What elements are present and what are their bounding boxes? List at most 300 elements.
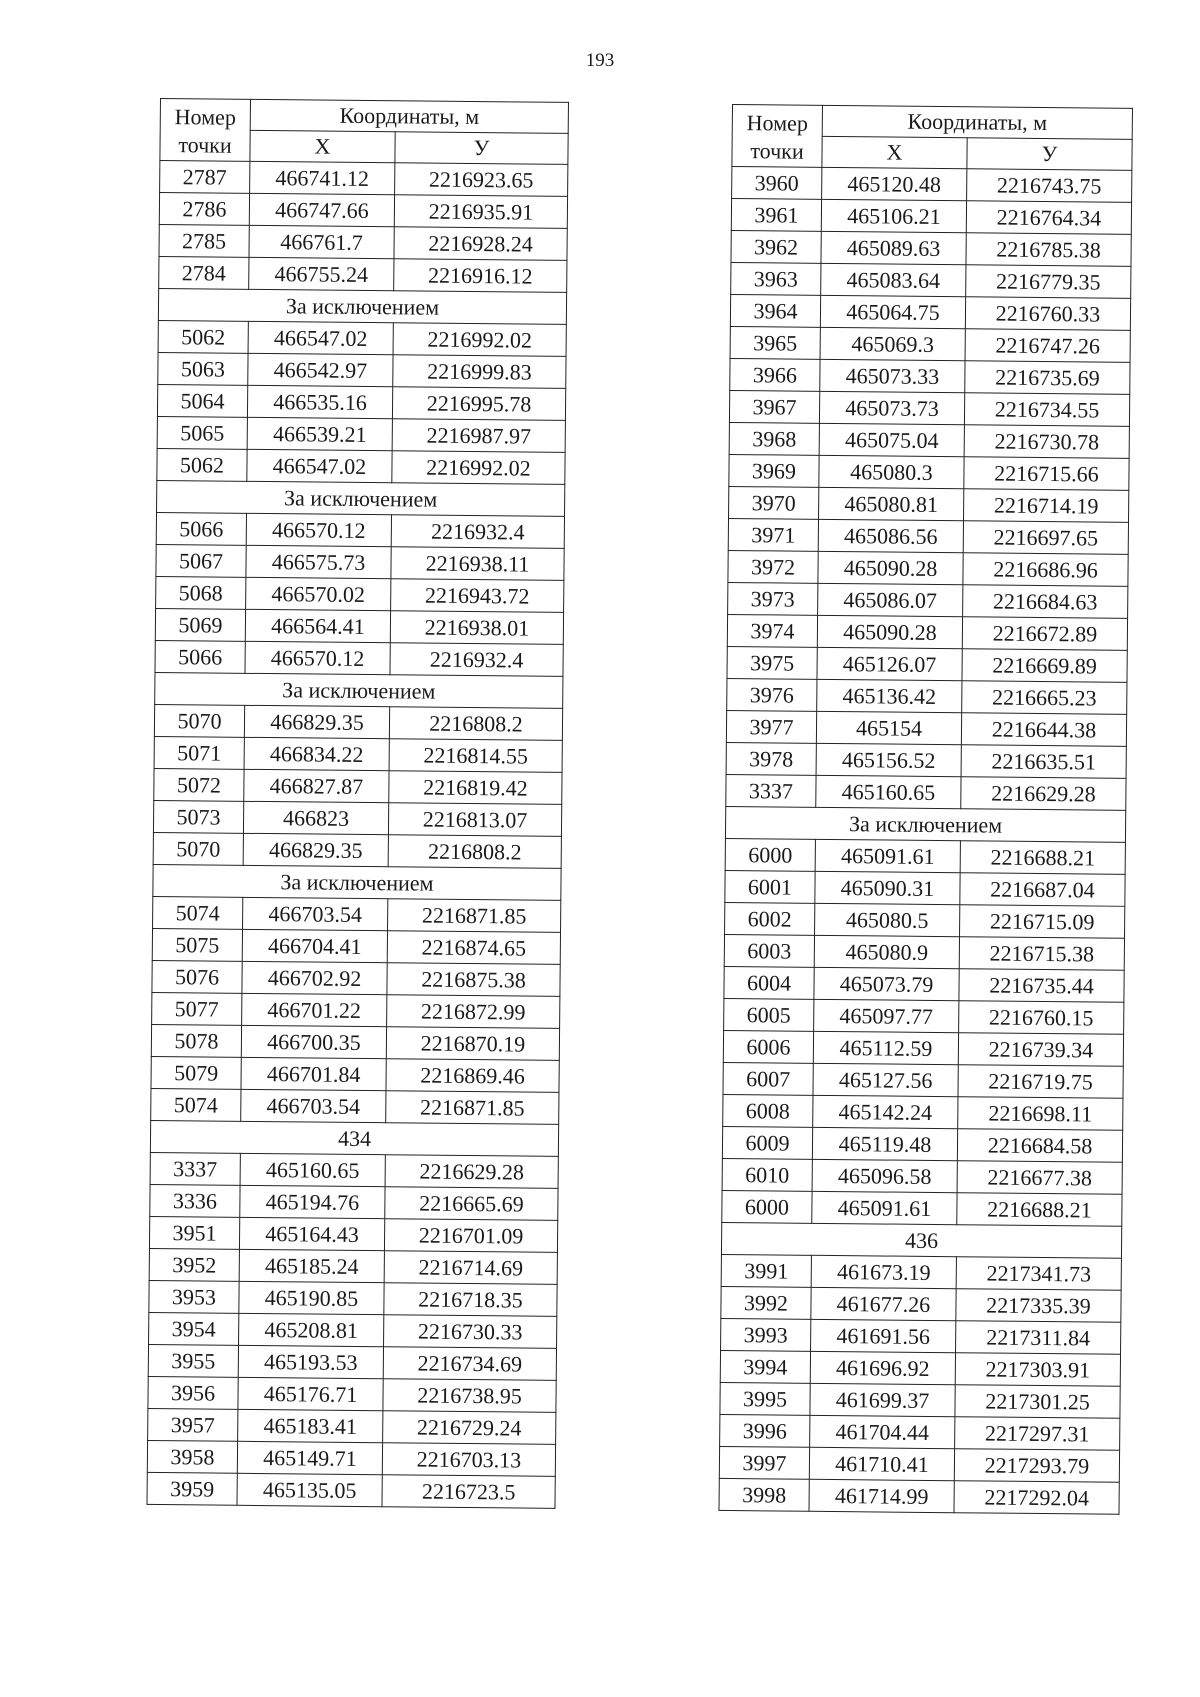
point-number-cell: 3954 [149, 1312, 239, 1345]
point-number-cell: 6000 [722, 1190, 812, 1223]
x-coordinate-cell: 466829.35 [243, 833, 388, 866]
table-row [148, 1344, 556, 1380]
table-row [724, 998, 1124, 1034]
table-row [719, 1446, 1119, 1482]
y-coordinate-cell: 2216871.85 [386, 1091, 559, 1125]
y-coordinate-cell: 2216688.21 [960, 841, 1125, 875]
y-coordinate-cell: 2216665.69 [385, 1187, 558, 1221]
x-coordinate-cell: 465069.3 [820, 327, 965, 360]
y-coordinate-cell: 2216734.69 [383, 1347, 556, 1381]
x-coordinate-cell: 466542.97 [248, 353, 393, 386]
x-column-header: Х [822, 136, 967, 168]
table-row [731, 262, 1131, 298]
x-coordinate-cell: 465164.43 [239, 1217, 384, 1250]
table-row [153, 800, 561, 836]
x-coordinate-cell: 465086.07 [818, 583, 963, 616]
y-coordinate-cell: 2216747.26 [965, 329, 1130, 363]
x-coordinate-cell: 465149.71 [237, 1441, 382, 1474]
point-number-cell: 6006 [723, 1030, 813, 1063]
table-row [730, 358, 1130, 394]
x-coordinate-cell: 466535.16 [247, 385, 392, 418]
table-row [728, 518, 1128, 554]
point-number-cell: 3951 [149, 1216, 239, 1249]
y-coordinate-cell: 2216739.34 [958, 1033, 1123, 1067]
y-coordinate-cell: 2216665.23 [962, 681, 1127, 715]
x-column-header: Х [250, 130, 395, 162]
y-coordinate-cell: 2216688.21 [957, 1193, 1122, 1227]
x-coordinate-cell: 466823 [243, 801, 388, 834]
point-number-cell: 5074 [151, 1088, 241, 1121]
table-header [732, 105, 1133, 171]
y-coordinate-cell: 2216635.51 [961, 745, 1126, 779]
x-coordinate-cell: 465190.85 [239, 1281, 384, 1314]
y-coordinate-cell: 2216697.65 [963, 521, 1128, 555]
point-number-cell: 3973 [728, 582, 818, 615]
table-row [155, 608, 563, 644]
y-coordinate-cell: 2216932.4 [390, 643, 563, 677]
section-row [725, 806, 1125, 842]
point-number-cell: 5074 [153, 896, 243, 929]
table-row [732, 167, 1132, 203]
y-coordinate-cell: 2216814.55 [389, 739, 562, 773]
x-coordinate-cell: 461699.37 [810, 1383, 955, 1416]
table-row [720, 1350, 1120, 1386]
y-coordinate-cell: 2216715.38 [959, 937, 1124, 971]
x-coordinate-cell: 465089.63 [821, 231, 966, 264]
x-coordinate-cell: 466701.22 [242, 993, 387, 1026]
y-coordinate-cell: 2216923.65 [395, 163, 568, 197]
x-coordinate-cell: 465073.79 [814, 967, 959, 1000]
point-number-cell: 5072 [154, 768, 244, 801]
point-number-cell: 3998 [719, 1478, 809, 1511]
table-row [731, 230, 1131, 266]
x-coordinate-cell: 465106.21 [821, 199, 966, 232]
section-row [158, 288, 566, 324]
y-coordinate-cell: 2216808.2 [389, 707, 562, 741]
table-row [727, 678, 1127, 714]
coordinates-header: Координаты, м [822, 105, 1132, 139]
table-row [154, 736, 562, 772]
table-row [725, 870, 1125, 906]
point-number-cell: 5066 [155, 640, 245, 673]
y-coordinate-cell: 2217303.91 [955, 1353, 1120, 1387]
point-number-cell: 5079 [151, 1056, 241, 1089]
y-coordinate-cell: 2216743.75 [967, 169, 1132, 203]
y-coordinate-cell: 2216760.15 [959, 1001, 1124, 1035]
point-number-cell: 3959 [147, 1472, 237, 1505]
y-coordinate-cell: 2216629.28 [385, 1155, 558, 1189]
y-coordinate-cell: 2217341.73 [956, 1257, 1121, 1291]
x-coordinate-cell: 465080.3 [819, 455, 964, 488]
table-row [149, 1216, 557, 1252]
y-coordinate-cell: 2216813.07 [388, 803, 561, 837]
point-number-cell: 6008 [723, 1094, 813, 1127]
point-number-cell: 3971 [728, 518, 818, 551]
x-coordinate-cell: 466755.24 [249, 257, 394, 290]
table-body [147, 161, 568, 1509]
section-row [150, 1120, 558, 1156]
point-number-cell: 5077 [152, 992, 242, 1025]
y-coordinate-cell: 2216669.89 [962, 649, 1127, 683]
table-row [726, 742, 1126, 778]
y-column-header: У [395, 132, 568, 165]
x-coordinate-cell: 466827.87 [244, 769, 389, 802]
x-coordinate-cell: 466547.02 [247, 449, 392, 482]
table-body [719, 167, 1132, 1515]
y-coordinate-cell: 2217301.25 [955, 1385, 1120, 1419]
table-row [722, 1190, 1122, 1226]
y-coordinate-cell: 2216785.38 [966, 233, 1131, 267]
table-row [730, 326, 1130, 362]
point-number-cell: 3997 [719, 1446, 809, 1479]
table-row [150, 1184, 558, 1220]
table-row [158, 320, 566, 356]
point-number-cell: 5076 [152, 960, 242, 993]
x-coordinate-cell: 466564.41 [245, 609, 390, 642]
point-number-cell: 5064 [157, 384, 247, 417]
y-coordinate-cell: 2216819.42 [389, 771, 562, 805]
point-number-cell: 5073 [153, 800, 243, 833]
table-row [720, 1414, 1120, 1450]
table-row [153, 832, 561, 868]
table-row [156, 544, 564, 580]
x-coordinate-cell: 466702.92 [242, 961, 387, 994]
point-number-cell: 3969 [729, 454, 819, 487]
point-number-cell: 5067 [156, 544, 246, 577]
point-number-cell: 6009 [722, 1126, 812, 1159]
point-number-cell: 5062 [158, 320, 248, 353]
point-number-cell: 3972 [728, 550, 818, 583]
y-coordinate-cell: 2216677.38 [957, 1161, 1122, 1195]
point-number-cell: 2784 [159, 256, 249, 289]
table-row [152, 960, 560, 996]
x-coordinate-cell: 465073.73 [819, 391, 964, 424]
x-coordinate-cell: 466741.12 [250, 161, 395, 194]
x-coordinate-cell: 461696.92 [810, 1351, 955, 1384]
y-coordinate-cell: 2217335.39 [956, 1289, 1121, 1323]
table-row [151, 1088, 559, 1124]
point-number-cell: 5071 [154, 736, 244, 769]
table-row [153, 896, 561, 932]
point-number-cell: 5078 [151, 1024, 241, 1057]
x-coordinate-cell: 465154 [816, 711, 961, 744]
point-number-cell: 6003 [724, 934, 814, 967]
page-number: 193 [585, 50, 615, 71]
point-number-cell: 3957 [148, 1408, 238, 1441]
y-coordinate-cell: 2216698.11 [958, 1097, 1123, 1131]
table-row [719, 1478, 1119, 1514]
table-row [723, 1094, 1123, 1130]
y-coordinate-cell: 2216992.02 [392, 451, 565, 485]
point-number-cell: 3995 [720, 1382, 810, 1415]
x-coordinate-cell: 465183.41 [238, 1409, 383, 1442]
x-coordinate-cell: 466747.66 [249, 193, 394, 226]
point-number-cell: 6002 [725, 902, 815, 935]
y-coordinate-cell: 2216932.4 [391, 515, 564, 549]
table-row [159, 224, 567, 260]
x-coordinate-cell: 461677.26 [811, 1287, 956, 1320]
y-coordinate-cell: 2216943.72 [391, 579, 564, 613]
x-coordinate-cell: 465156.52 [816, 743, 961, 776]
y-coordinate-cell: 2216995.78 [392, 387, 565, 421]
section-label: За исключением [157, 480, 565, 516]
point-number-cell: 3965 [730, 326, 820, 359]
table-row [156, 512, 564, 548]
point-number-cell: 3992 [721, 1286, 811, 1319]
x-coordinate-cell: 465080.81 [819, 487, 964, 520]
table-row [151, 1024, 559, 1060]
y-coordinate-cell: 2216715.09 [960, 905, 1125, 939]
point-number-cell: 3968 [729, 422, 819, 455]
x-coordinate-cell: 465097.77 [814, 999, 959, 1032]
point-number-cell: 3976 [727, 678, 817, 711]
x-coordinate-cell: 465091.61 [815, 839, 960, 872]
point-number-cell: 6004 [724, 966, 814, 999]
table-row [154, 704, 562, 740]
table-row [160, 161, 568, 197]
table-row [154, 768, 562, 804]
point-number-cell: 6007 [723, 1062, 813, 1095]
x-coordinate-cell: 465185.24 [239, 1249, 384, 1282]
y-coordinate-cell: 2217311.84 [956, 1321, 1121, 1355]
table-row [156, 576, 564, 612]
x-coordinate-cell: 465112.59 [813, 1031, 958, 1064]
point-number-cell: 5075 [152, 928, 242, 961]
table-row [728, 582, 1128, 618]
section-row [155, 672, 563, 708]
point-number-cell: 5070 [154, 704, 244, 737]
table-row [725, 838, 1125, 874]
table-row [150, 1152, 558, 1188]
x-coordinate-cell: 465086.56 [818, 519, 963, 552]
table-row [149, 1312, 557, 1348]
table-row [155, 640, 563, 676]
table-row [149, 1280, 557, 1316]
y-coordinate-cell: 2216718.35 [384, 1283, 557, 1317]
table-row [731, 199, 1131, 235]
y-coordinate-cell: 2216875.38 [387, 963, 560, 997]
table-row [722, 1126, 1122, 1162]
table-row [729, 422, 1129, 458]
point-number-cell: 3996 [720, 1414, 810, 1447]
point-number-label-line2: точки [750, 137, 804, 164]
point-number-cell: 5068 [156, 576, 246, 609]
point-number-cell: 3960 [732, 167, 822, 200]
table-row [727, 646, 1127, 682]
table-row [720, 1382, 1120, 1418]
point-number-cell: 3337 [726, 774, 816, 807]
x-coordinate-cell: 465193.53 [238, 1345, 383, 1378]
point-number-cell: 3336 [150, 1184, 240, 1217]
y-coordinate-cell: 2216687.04 [960, 873, 1125, 907]
point-number-cell: 5063 [158, 352, 248, 385]
point-number-label-line2: точки [178, 131, 232, 158]
x-coordinate-cell: 465064.75 [820, 295, 965, 328]
point-number-cell: 3952 [149, 1248, 239, 1281]
table-row [725, 902, 1125, 938]
table-row [157, 384, 565, 420]
table-row [158, 352, 566, 388]
x-coordinate-cell: 465135.05 [237, 1473, 382, 1506]
table-row [721, 1254, 1121, 1290]
table-row [147, 1440, 555, 1476]
y-coordinate-cell: 2216703.13 [382, 1443, 555, 1477]
y-coordinate-cell: 2216938.01 [390, 611, 563, 645]
coordinates-table-right [718, 104, 1133, 1515]
point-number-cell: 3977 [726, 710, 816, 743]
section-label: 434 [150, 1120, 558, 1156]
y-coordinate-cell: 2216735.69 [965, 361, 1130, 395]
table-row [157, 448, 565, 484]
table-row [152, 928, 560, 964]
x-coordinate-cell: 465120.48 [822, 167, 967, 200]
coordinates-header: Координаты, м [250, 99, 568, 133]
x-coordinate-cell: 466570.02 [246, 577, 391, 610]
y-coordinate-cell: 2216735.44 [959, 969, 1124, 1003]
x-coordinate-cell: 465080.9 [814, 935, 959, 968]
table-row [159, 193, 567, 229]
coordinates-table-left [146, 98, 569, 1509]
table-row [152, 992, 560, 1028]
y-coordinate-cell: 2216629.28 [961, 777, 1126, 811]
table-row [724, 966, 1124, 1002]
y-coordinate-cell: 2216938.11 [391, 547, 564, 581]
point-number-cell: 3974 [727, 614, 817, 647]
point-number-cell: 3978 [726, 742, 816, 775]
y-coordinate-cell: 2217297.31 [955, 1417, 1120, 1451]
x-coordinate-cell: 465119.48 [812, 1127, 957, 1160]
table-row [727, 614, 1127, 650]
x-coordinate-cell: 465160.65 [816, 775, 961, 808]
x-coordinate-cell: 461691.56 [811, 1319, 956, 1352]
point-number-cell: 6000 [725, 838, 815, 871]
x-coordinate-cell: 466703.54 [241, 1089, 386, 1122]
table-row [721, 1318, 1121, 1354]
y-coordinate-cell: 2216723.5 [382, 1475, 555, 1509]
y-coordinate-cell: 2216871.85 [388, 899, 561, 933]
y-coordinate-cell: 2216872.99 [387, 995, 560, 1029]
section-row [157, 480, 565, 516]
table-row [721, 1286, 1121, 1322]
x-coordinate-cell: 465090.28 [818, 551, 963, 584]
y-coordinate-cell: 2216992.02 [393, 323, 566, 357]
x-coordinate-cell: 465136.42 [817, 679, 962, 712]
y-coordinate-cell: 2216729.24 [383, 1411, 556, 1445]
y-coordinate-cell: 2216734.55 [964, 393, 1129, 427]
point-number-cell: 2787 [160, 161, 250, 194]
table-row [723, 1062, 1123, 1098]
y-coordinate-cell: 2216701.09 [384, 1219, 557, 1253]
point-number-cell: 3970 [729, 486, 819, 519]
point-number-cell: 3991 [721, 1254, 811, 1287]
x-coordinate-cell: 465127.56 [813, 1063, 958, 1096]
x-coordinate-cell: 461704.44 [810, 1415, 955, 1448]
y-coordinate-cell: 2216935.91 [394, 195, 567, 229]
table-row [730, 294, 1130, 330]
point-number-cell: 5070 [153, 832, 243, 865]
point-number-header [160, 99, 251, 162]
point-number-cell: 5069 [155, 608, 245, 641]
y-coordinate-cell: 2216779.35 [966, 265, 1131, 299]
section-label: За исключением [155, 672, 563, 708]
table-row [148, 1376, 556, 1412]
point-number-cell: 3975 [727, 646, 817, 679]
y-coordinate-cell: 2216644.38 [961, 713, 1126, 747]
y-coordinate-cell: 2216874.65 [387, 931, 560, 965]
y-coordinate-cell: 2216730.78 [964, 425, 1129, 459]
y-coordinate-cell: 2216999.83 [393, 355, 566, 389]
y-coordinate-cell: 2216869.46 [386, 1059, 559, 1093]
y-coordinate-cell: 2216916.12 [394, 259, 567, 293]
y-coordinate-cell: 2216738.95 [383, 1379, 556, 1413]
x-coordinate-cell: 466829.35 [244, 705, 389, 738]
point-number-cell: 6010 [722, 1158, 812, 1191]
table-row [728, 550, 1128, 586]
y-coordinate-cell: 2216714.69 [384, 1251, 557, 1285]
point-number-cell: 3966 [730, 358, 820, 391]
y-coordinate-cell: 2216870.19 [386, 1027, 559, 1061]
point-number-cell: 5065 [157, 416, 247, 449]
table-row [157, 416, 565, 452]
point-number-cell: 3961 [731, 199, 821, 232]
y-coordinate-cell: 2216719.75 [958, 1065, 1123, 1099]
point-number-cell: 5066 [156, 512, 246, 545]
y-coordinate-cell: 2216714.19 [964, 489, 1129, 523]
x-coordinate-cell: 466761.7 [249, 225, 394, 258]
table-row [726, 774, 1126, 810]
x-coordinate-cell: 465090.31 [815, 871, 960, 904]
y-coordinate-cell: 2216684.63 [963, 585, 1128, 619]
y-coordinate-cell: 2216715.66 [964, 457, 1129, 491]
table-row [729, 486, 1129, 522]
section-row [721, 1222, 1121, 1258]
x-coordinate-cell: 466570.12 [246, 513, 391, 546]
table-row [149, 1248, 557, 1284]
point-number-cell: 6001 [725, 870, 815, 903]
y-coordinate-cell: 2216760.33 [965, 297, 1130, 331]
table-row [726, 710, 1126, 746]
table-row [724, 934, 1124, 970]
point-number-cell: 3964 [730, 294, 820, 327]
point-number-cell: 2786 [159, 193, 249, 226]
point-number-cell: 3955 [148, 1344, 238, 1377]
section-label: 436 [721, 1222, 1121, 1258]
point-number-cell: 3993 [721, 1318, 811, 1351]
point-number-cell: 2785 [159, 224, 249, 257]
point-number-label-line1: Номер [174, 103, 237, 130]
x-coordinate-cell: 465090.28 [817, 615, 962, 648]
y-coordinate-cell: 2216684.58 [957, 1129, 1122, 1163]
x-coordinate-cell: 466570.12 [245, 641, 390, 674]
y-coordinate-cell: 2216764.34 [966, 201, 1131, 235]
x-coordinate-cell: 466539.21 [247, 417, 392, 450]
x-coordinate-cell: 465176.71 [238, 1377, 383, 1410]
x-coordinate-cell: 461673.19 [811, 1255, 956, 1288]
x-coordinate-cell: 466700.35 [241, 1025, 386, 1058]
table-header [160, 99, 569, 165]
point-number-header [732, 105, 823, 168]
x-coordinate-cell: 465096.58 [812, 1159, 957, 1192]
table-row [151, 1056, 559, 1092]
point-number-cell: 3994 [720, 1350, 810, 1383]
table-row [722, 1158, 1122, 1194]
x-coordinate-cell: 466703.54 [243, 897, 388, 930]
x-coordinate-cell: 465208.81 [239, 1313, 384, 1346]
section-label: За исключением [158, 288, 566, 324]
table-row [729, 454, 1129, 490]
point-number-cell: 3963 [731, 262, 821, 295]
x-coordinate-cell: 465160.65 [240, 1153, 385, 1186]
